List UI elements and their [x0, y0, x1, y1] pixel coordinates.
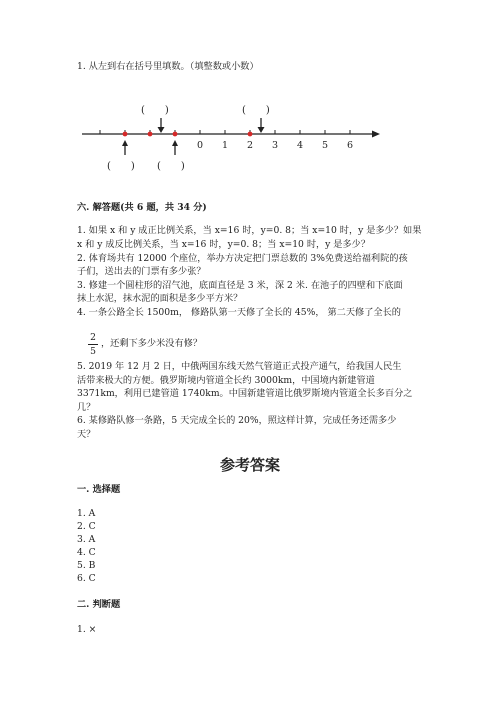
- paren-below-right: ( ): [157, 161, 185, 172]
- answer-item: 6. C: [77, 573, 96, 584]
- section-1-title: 一. 选择题: [77, 484, 121, 495]
- answer-item: 1. A: [77, 508, 96, 519]
- arrow-down-right-icon: [258, 118, 265, 133]
- arrow-up-right-icon: [172, 140, 178, 155]
- tick-label-2: 2: [247, 140, 254, 151]
- problem-6-line-2: 天？: [77, 429, 96, 440]
- problem-4-line-1: 4. 一条公路全长 1500m， 修路队第一天修了全长的 45%， 第二天修了全长的: [77, 307, 401, 318]
- number-line-figure: [0, 100, 500, 190]
- answers-title: 参考答案: [219, 456, 280, 474]
- problem-5-line-1: 5. 2019 年 12 月 2 日，中俄两国东线天然气管道正式投产通气，给我国人民生: [77, 361, 402, 372]
- problem-5-line-4: 几？: [77, 402, 96, 413]
- fraction-denominator: 5: [90, 346, 96, 357]
- fraction-two-fifths: [88, 332, 98, 357]
- question-1-intro: 1. 从左到右在括号里填数。（填整数或小数）: [77, 61, 259, 72]
- paren-below-left: ( ): [107, 161, 135, 172]
- problem-4-line-2: ，还剩下多少米没有修？: [101, 338, 203, 349]
- section-6-title: 六. 解答题(共 6 题，共 34 分): [77, 202, 207, 213]
- problem-5-line-3: 3371km，利用已建管道 1740km。中国新建管道比俄罗斯境内管道全长多百分之: [77, 388, 413, 399]
- answer-item: 2. C: [77, 521, 96, 532]
- tick-label-3: 3: [272, 140, 279, 151]
- paren-above-left: ( ): [141, 105, 169, 116]
- problem-6-line-1: 6. 某修路队修一条路，5 天完成全长的 20%，照这样计算，完成任务还需多少: [77, 415, 397, 426]
- arrow-up-left-icon: [122, 140, 128, 155]
- tick-label-5: 5: [322, 140, 329, 151]
- tick-label-0: 0: [197, 140, 204, 151]
- axis-arrowhead-icon: [372, 131, 380, 138]
- problem-1-line-2: x 和 y 成反比例关系，当 x=16 时，y=0. 8；当 x=10 时，y 是多少？: [77, 239, 371, 250]
- answer-item: 3. A: [77, 534, 96, 545]
- problem-5-line-2: 活带来极大的方便。俄罗斯境内管道全长约 3000km，中国境内新建管道: [77, 375, 375, 386]
- tick-label-4: 4: [297, 140, 304, 151]
- arrow-down-left-icon: [158, 118, 165, 133]
- answer-item: 1. ×: [77, 624, 97, 635]
- problem-2-line-1: 2. 体育场共有 12000 个座位，举办方决定把门票总数的 3%免费送给福利院的孩: [77, 253, 408, 264]
- paren-above-right: ( ): [242, 105, 270, 116]
- answer-item: 4. C: [77, 547, 96, 558]
- problem-1-line-1: 1. 如果 x 和 y 成正比例关系，当 x=16 时，y=0. 8；当 x=10 时，y 是多少？如果: [77, 225, 422, 236]
- problem-3-line-1: 3. 修建一个圆柱形的沼气池，底面直径是 3 米，深 2 米. 在池子的四壁和下底面: [77, 280, 403, 291]
- problem-3-line-2: 抹上水泥，抹水泥的面积是多少平方米？: [77, 293, 243, 304]
- answer-item: 5. B: [77, 560, 96, 571]
- problem-2-line-2: 子们，送出去的门票有多少张？: [77, 266, 206, 277]
- section-2-title: 二. 判断题: [77, 599, 121, 610]
- tick-label-1: 1: [222, 140, 229, 151]
- tick-label-6: 6: [347, 140, 354, 151]
- fraction-bar: [88, 344, 98, 345]
- fraction-numerator: 2: [90, 332, 96, 343]
